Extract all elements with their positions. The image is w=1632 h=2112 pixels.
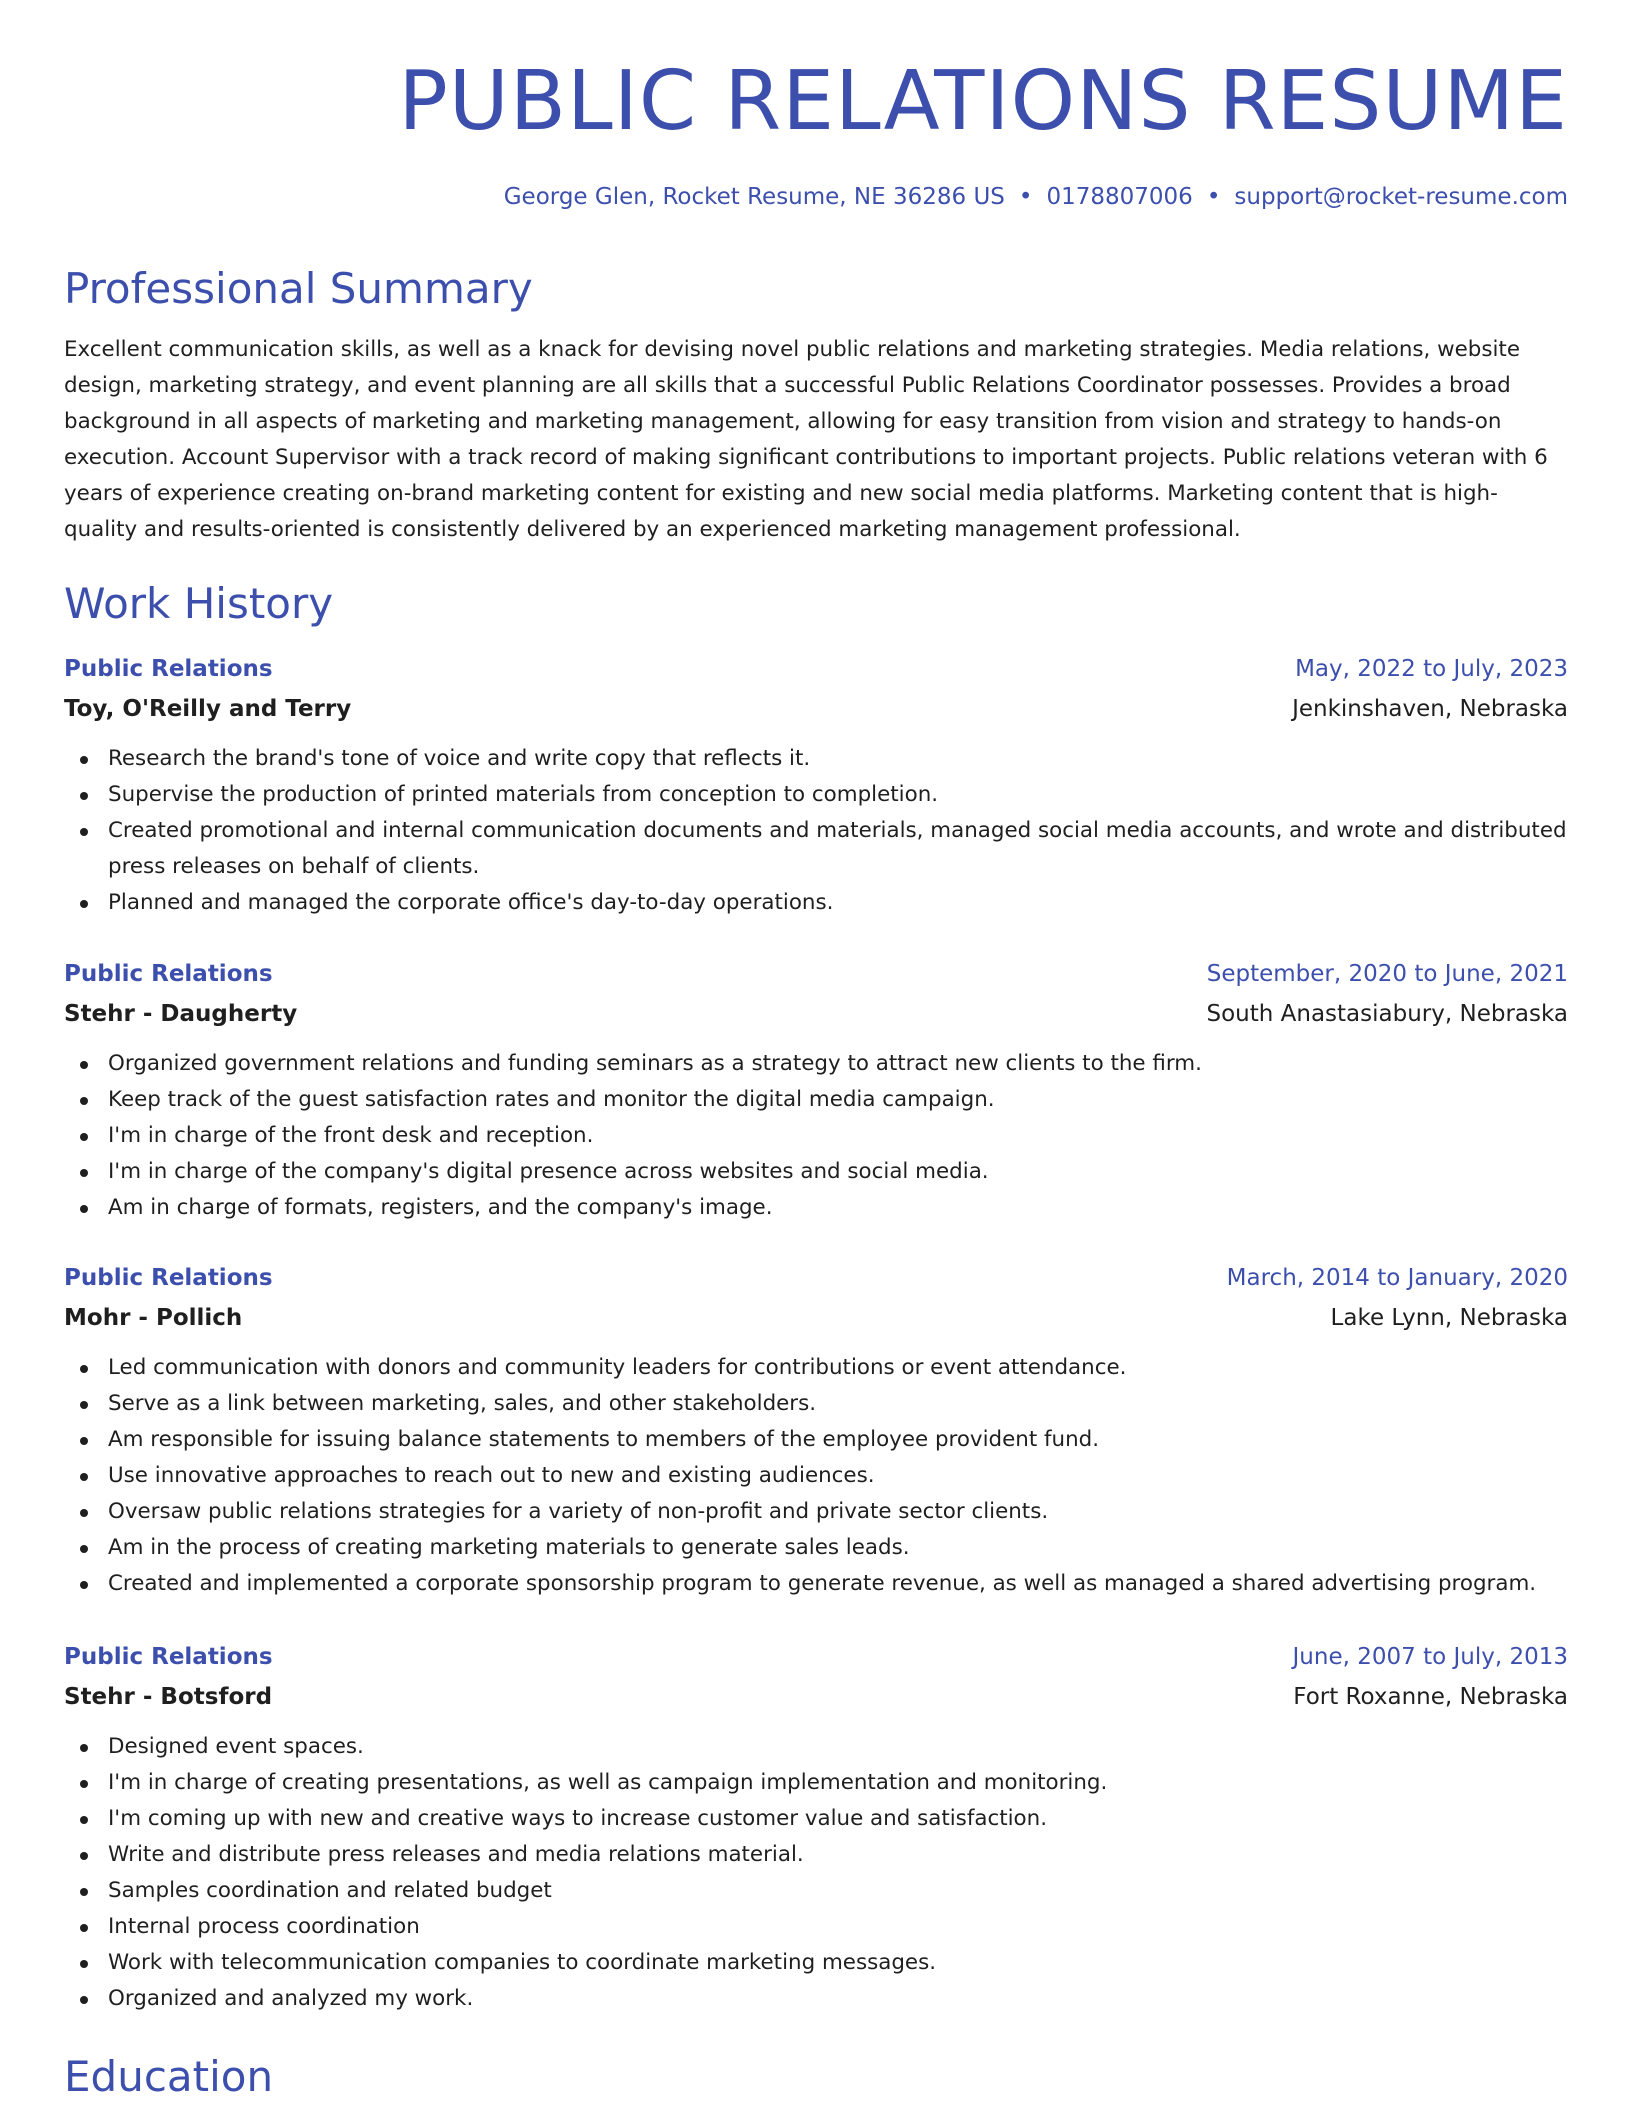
contact-email[interactable]: support@rocket-resume.com xyxy=(1234,184,1568,210)
job-bullet: Supervise the production of printed materials from conception to completion. xyxy=(64,777,1568,813)
job-bullet: Research the brand's tone of voice and write copy that reflects it. xyxy=(64,741,1568,777)
job-bullet: I'm in charge of the front desk and reception. xyxy=(64,1118,1568,1154)
job-bullet: Work with telecommunication companies to coordinate marketing messages. xyxy=(64,1945,1568,1981)
job-bullet: Internal process coordination xyxy=(64,1909,1568,1945)
job-bullet: Keep track of the guest satisfaction rates and monitor the digital media campaign. xyxy=(64,1082,1568,1118)
job-bullets xyxy=(64,1729,1568,2017)
job-bullet: Use innovative approaches to reach out to new and existing audiences. xyxy=(64,1458,1568,1494)
job-bullet: Samples coordination and related budget xyxy=(64,1873,1568,1909)
job-bullet: I'm coming up with new and creative ways to increase customer value and satisfaction. xyxy=(64,1801,1568,1837)
job-bullet: Am responsible for issuing balance statements to members of the employee provident fund. xyxy=(64,1422,1568,1458)
job-dates: June, 2007 to July, 2013 xyxy=(1292,1644,1568,1670)
job-company: Stehr - Botsford xyxy=(64,1684,273,1710)
contact-line xyxy=(504,180,1568,214)
job-location: Lake Lynn, Nebraska xyxy=(1330,1305,1568,1331)
job-bullet: Organized government relations and funding seminars as a strategy to attract new clients to the firm. xyxy=(64,1046,1568,1082)
job-location: Jenkinshaven, Nebraska xyxy=(1292,696,1568,722)
job-entry xyxy=(64,954,1568,1226)
job-title: Public Relations xyxy=(64,1265,273,1291)
summary-heading: Professional Summary xyxy=(64,264,533,313)
summary-text: Excellent communication skills, as well as a knack for devising novel public relations and marketing strategies. Media relations, website design, marketing strategy, and event planning are all skills that a successful Public Relations Coordinator possesses. Provides a broad background in all aspects of marketing and marketing management, allowing for easy transition from vision and strategy to hands-on execution. Account Supervisor with a track record of making significant contributions to important projects. Public relations veteran with 6 years of experience creating on-brand marketing content for existing and new social media platforms. Marketing content that is high-quality and results-oriented is consistently delivered by an experienced marketing management professional. xyxy=(64,337,1548,542)
job-bullet: Write and distribute press releases and media relations material. xyxy=(64,1837,1568,1873)
job-bullet: Organized and analyzed my work. xyxy=(64,1981,1568,2017)
job-bullet: Designed event spaces. xyxy=(64,1729,1568,1765)
job-entry xyxy=(64,1637,1568,2017)
education-heading: Education xyxy=(64,2052,274,2101)
job-bullet: Am in charge of formats, registers, and the company's image. xyxy=(64,1190,1568,1226)
separator-dot: • xyxy=(1018,184,1033,210)
job-dates: May, 2022 to July, 2023 xyxy=(1295,656,1568,682)
job-bullet: Am in the process of creating marketing materials to generate sales leads. xyxy=(64,1530,1568,1566)
job-dates: September, 2020 to June, 2021 xyxy=(1206,961,1568,987)
contact-address: George Glen, Rocket Resume, NE 36286 US xyxy=(503,184,1005,210)
job-bullet: Created promotional and internal communication documents and materials, managed social media accounts, and wrote and distributed press releases on behalf of clients. xyxy=(64,813,1568,885)
job-title: Public Relations xyxy=(64,656,273,682)
work-history-heading: Work History xyxy=(64,579,334,628)
separator-dot: • xyxy=(1206,184,1221,210)
job-bullet: Planned and managed the corporate office's day-to-day operations. xyxy=(64,885,1568,921)
job-bullet: Created and implemented a corporate sponsorship program to generate revenue, as well as managed a shared advertising program. xyxy=(64,1566,1568,1602)
job-title: Public Relations xyxy=(64,961,273,987)
job-bullets xyxy=(64,1046,1568,1226)
contact-phone: 0178807006 xyxy=(1046,184,1193,210)
job-bullets xyxy=(64,741,1568,921)
job-title: Public Relations xyxy=(64,1644,273,1670)
job-location: South Anastasiabury, Nebraska xyxy=(1206,1001,1568,1027)
job-bullet: Led communication with donors and community leaders for contributions or event attendance. xyxy=(64,1350,1568,1386)
job-company: Toy, O'Reilly and Terry xyxy=(64,696,352,722)
job-bullets xyxy=(64,1350,1568,1602)
resume-title: PUBLIC RELATIONS RESUME xyxy=(398,54,1568,149)
job-bullet: I'm in charge of creating presentations, as well as campaign implementation and monitoring. xyxy=(64,1765,1568,1801)
job-entry xyxy=(64,649,1568,921)
job-company: Stehr - Daugherty xyxy=(64,1001,298,1027)
job-location: Fort Roxanne, Nebraska xyxy=(1293,1684,1568,1710)
job-bullet: Serve as a link between marketing, sales, and other stakeholders. xyxy=(64,1386,1568,1422)
job-bullet: Oversaw public relations strategies for a variety of non-profit and private sector clients. xyxy=(64,1494,1568,1530)
job-company: Mohr - Pollich xyxy=(64,1305,243,1331)
job-entry xyxy=(64,1258,1568,1602)
job-dates: March, 2014 to January, 2020 xyxy=(1226,1265,1568,1291)
resume-page xyxy=(64,0,1568,2112)
job-bullet: I'm in charge of the company's digital presence across websites and social media. xyxy=(64,1154,1568,1190)
